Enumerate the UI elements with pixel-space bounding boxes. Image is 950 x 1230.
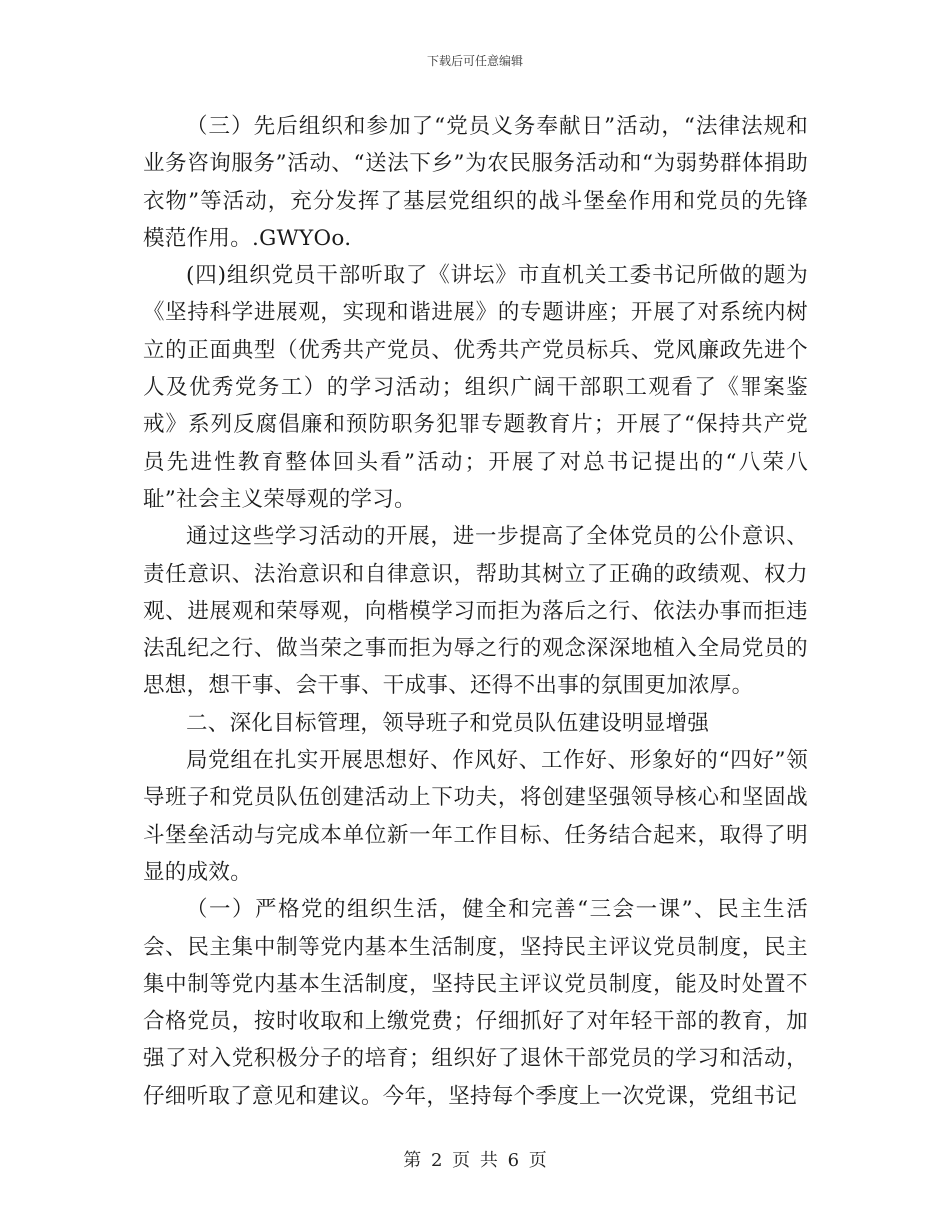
page-number: 第 2 页 共 6 页: [403, 1150, 547, 1171]
page-header: 下载后可任意编辑: [426, 54, 523, 68]
paragraph-activities: （三）先后组织和参加了“党员义务奉献日”活动，“法律法规和业务咨询服务”活动、“送法下乡”为农民服务活动和“为弱势群体捐助衣物”等活动，充分发挥了基层党组织的战斗堡垒作用和党员的先锋模范作用。.GWYOo.: [143, 114, 808, 251]
paragraph-organization-life: （一）严格党的组织生活，健全和完善“三会一课”、民主生活会、民主集中制等党内基本生活制度，坚持民主评议党员制度，民主集中制等党内基本生活制度，坚持民主评议党员制度，能及时处置不合格党员，按时收取和上缴党费；仔细抓好了对年轻干部的教育，加强了对入党积极分子的培育；组织好了退休干部党员的学习和活动，仔细听取了意见和建议。今年，坚持每个季度上一次党课，党组书记: [143, 897, 808, 1109]
document-body: [143, 108, 808, 1115]
paragraph-party-group: 局党组在扎实开展思想好、作风好、工作好、形象好的“四好”领导班子和党员队伍创建活动上下功夫，将创建坚强领导核心和坚固战斗堡垒活动与完成本单位新一年工作目标、任务结合起来，取得了明显的成效。: [143, 748, 808, 885]
section-heading: 二、深化目标管理，领导班子和党员队伍建设明显增强: [186, 710, 710, 736]
paragraph-study-results: 通过这些学习活动的开展，进一步提高了全体党员的公仆意识、责任意识、法治意识和自律意识，帮助其树立了正确的政绩观、权力观、进展观和荣辱观，向楷模学习而拒为落后之行、依法办事而拒违法乱纪之行、做当荣之事而拒为辱之行的观念深深地植入全局党员的思想，想干事、会干事、干成事、还得不出事的氛围更加浓厚。: [143, 524, 808, 699]
paragraph-lectures: (四)组织党员干部听取了《讲坛》市直机关工委书记所做的题为《坚持科学进展观，实现和谐进展》的专题讲座；开展了对系统内树立的正面典型（优秀共产党员、优秀共产党员标兵、党风廉政先进个人及优秀党务工）的学习活动；组织广阔干部职工观看了《罪案鉴戒》系列反腐倡廉和预防职务犯罪专题教育片；开展了“保持共产党员先进性教育整体回头看”活动；开展了对总书记提出的“八荣八耻”社会主义荣辱观的学习。: [143, 263, 808, 512]
